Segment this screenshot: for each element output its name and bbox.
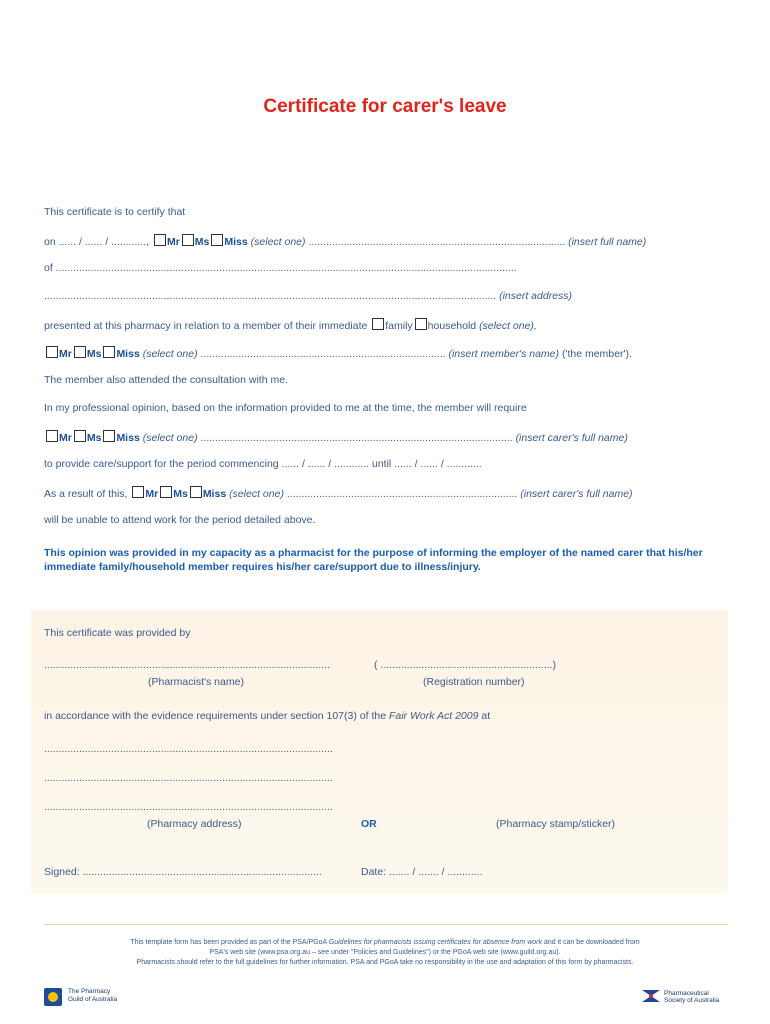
- full-name-field[interactable]: ........................................................................................: [308, 236, 566, 248]
- label-ms: Ms: [194, 236, 210, 248]
- address-line-3[interactable]: ...................................................................................................: [44, 801, 333, 813]
- registration-field[interactable]: ( ...........................................................): [374, 659, 557, 671]
- label-miss: Miss: [116, 432, 140, 444]
- label-miss: Miss: [224, 236, 248, 248]
- checkbox-household[interactable]: [415, 318, 427, 330]
- pharmacist-name-field[interactable]: ..................................................................................................: [44, 659, 330, 671]
- psa-logo-text: [664, 990, 719, 1004]
- label-mr: Mr: [59, 432, 72, 444]
- or-label: OR: [361, 818, 377, 830]
- address-field-2[interactable]: ...........................................................................................................................................................: [44, 290, 497, 302]
- guild-logo-text: [68, 988, 117, 1004]
- checkbox-ms[interactable]: [74, 346, 86, 358]
- checkbox-mr[interactable]: [46, 346, 58, 358]
- footer-line-2: PSA's web site (www.psa.org.au – see under "Policies and Guidelines") or the PGoA web site (www.guild.org.au).: [209, 949, 561, 956]
- address-line-2[interactable]: ...................................................................................................: [44, 772, 333, 784]
- label-mr: Mr: [166, 236, 180, 248]
- label-household: household: [427, 320, 477, 332]
- signed-field[interactable]: Signed: ..................................................................................: [44, 866, 322, 878]
- full-name-hint: (insert full name): [568, 236, 647, 248]
- select-hint: (select one): [142, 432, 198, 444]
- address-field-1[interactable]: of ..............................................................................................................................................................: [44, 262, 517, 274]
- footer-divider: [44, 924, 728, 925]
- select-hint: (select one): [142, 348, 198, 360]
- label-miss: Miss: [202, 488, 227, 500]
- checkbox-ms[interactable]: [182, 234, 194, 246]
- psa-logo-icon: [642, 990, 660, 1002]
- checkbox-ms[interactable]: [160, 486, 172, 498]
- checkbox-miss[interactable]: [190, 486, 202, 498]
- carer-name-field-2[interactable]: ...............................................................................: [286, 488, 518, 500]
- provided-by-text: This certificate was provided by: [44, 627, 191, 639]
- relation-hint: (select one),: [479, 320, 537, 332]
- footer-guidelines: Guidelines for pharmacists issuing certificates for absence from work: [328, 939, 542, 946]
- checkbox-miss[interactable]: [103, 430, 115, 442]
- guild-logo-icon: [44, 988, 62, 1006]
- carer-name-hint-2: (insert carer's full name): [520, 488, 633, 500]
- checkbox-mr[interactable]: [46, 430, 58, 442]
- certify-intro: This certificate is to certify that: [44, 206, 186, 218]
- registration-label: (Registration number): [423, 676, 525, 688]
- result-row: [44, 486, 633, 500]
- patient-name-row: [44, 234, 646, 248]
- relation-text: presented at this pharmacy in relation to a member of their immediate: [44, 320, 368, 332]
- member-name-field[interactable]: ....................................................................................: [200, 348, 446, 360]
- footer-text-a: This template form has been provided as part of the PSA/PGoA: [130, 939, 327, 946]
- page-title: Certificate for carer's leave: [263, 96, 507, 117]
- care-period-field[interactable]: to provide care/support for the period commencing ...... / ...... / ............ until ...... / ...... / ............: [44, 458, 482, 470]
- guild-name-2: Guild of Australia: [68, 996, 118, 1003]
- label-family: family: [385, 320, 413, 332]
- psa-name-1: Pharmaceutical: [664, 990, 709, 997]
- label-ms: Ms: [86, 348, 102, 360]
- select-hint: (select one): [250, 236, 306, 248]
- opinion-text: In my professional opinion, based on the information provided to me at the time, the member will require: [44, 402, 527, 414]
- checkbox-mr[interactable]: [154, 234, 166, 246]
- address-line-1[interactable]: ...................................................................................................: [44, 743, 333, 755]
- footer-line-1: [0, 939, 770, 946]
- member-name-row: [44, 346, 632, 360]
- consultation-text: The member also attended the consultation with me.: [44, 374, 288, 386]
- address-row-2: [44, 290, 572, 302]
- checkbox-miss[interactable]: [103, 346, 115, 358]
- accordance-row: [44, 710, 490, 722]
- carer-name-hint: (insert carer's full name): [515, 432, 628, 444]
- member-name-hint: (insert member's name): [448, 348, 560, 360]
- pharmacist-name-label: (Pharmacist's name): [148, 676, 244, 688]
- member-tail: ('the member').: [561, 348, 632, 360]
- pharmacist-statement: This opinion was provided in my capacity as a pharmacist for the purpose of informing the employer of the named carer that his/her immediate family/household member requires his/her care/support due to illness/injury.: [44, 547, 703, 573]
- checkbox-miss[interactable]: [211, 234, 223, 246]
- psa-name-2: Society of Australia: [664, 997, 720, 1004]
- unable-text: will be unable to attend work for the period detailed above.: [44, 514, 316, 526]
- carer-name-field[interactable]: ...........................................................................................................: [200, 432, 513, 444]
- checkbox-mr[interactable]: [132, 486, 144, 498]
- footer-line-3: Pharmacists should refer to the full guidelines for further information. PSA and PGoA take no responsibility in the use and adaptation of this form by pharmacists.: [136, 959, 634, 966]
- label-mr: Mr: [59, 348, 72, 360]
- stamp-label: (Pharmacy stamp/sticker): [496, 818, 616, 830]
- label-miss: Miss: [116, 348, 140, 360]
- carer-name-row: [44, 430, 628, 444]
- date-signed-field[interactable]: Date: ....... / ....... / ............: [361, 866, 483, 878]
- select-hint: (select one): [229, 488, 284, 500]
- accordance-text: in accordance with the evidence requirements under section 107(3) of the: [44, 710, 387, 722]
- result-text: As a result of this,: [44, 488, 128, 500]
- label-ms: Ms: [173, 488, 188, 500]
- address-hint: (insert address): [499, 290, 573, 302]
- checkbox-family[interactable]: [372, 318, 384, 330]
- accordance-at: at: [481, 710, 491, 722]
- checkbox-ms[interactable]: [74, 430, 86, 442]
- pharmacy-address-label: (Pharmacy address): [147, 818, 242, 830]
- date-field[interactable]: on ...... / ...... / ............,: [44, 236, 150, 248]
- relation-row: [44, 318, 537, 332]
- guild-name-1: The Pharmacy: [68, 988, 111, 995]
- act-name: Fair Work Act 2009: [388, 710, 479, 722]
- label-ms: Ms: [86, 432, 102, 444]
- footer-text-c: and it can be downloaded from: [543, 939, 640, 946]
- label-mr: Mr: [145, 488, 159, 500]
